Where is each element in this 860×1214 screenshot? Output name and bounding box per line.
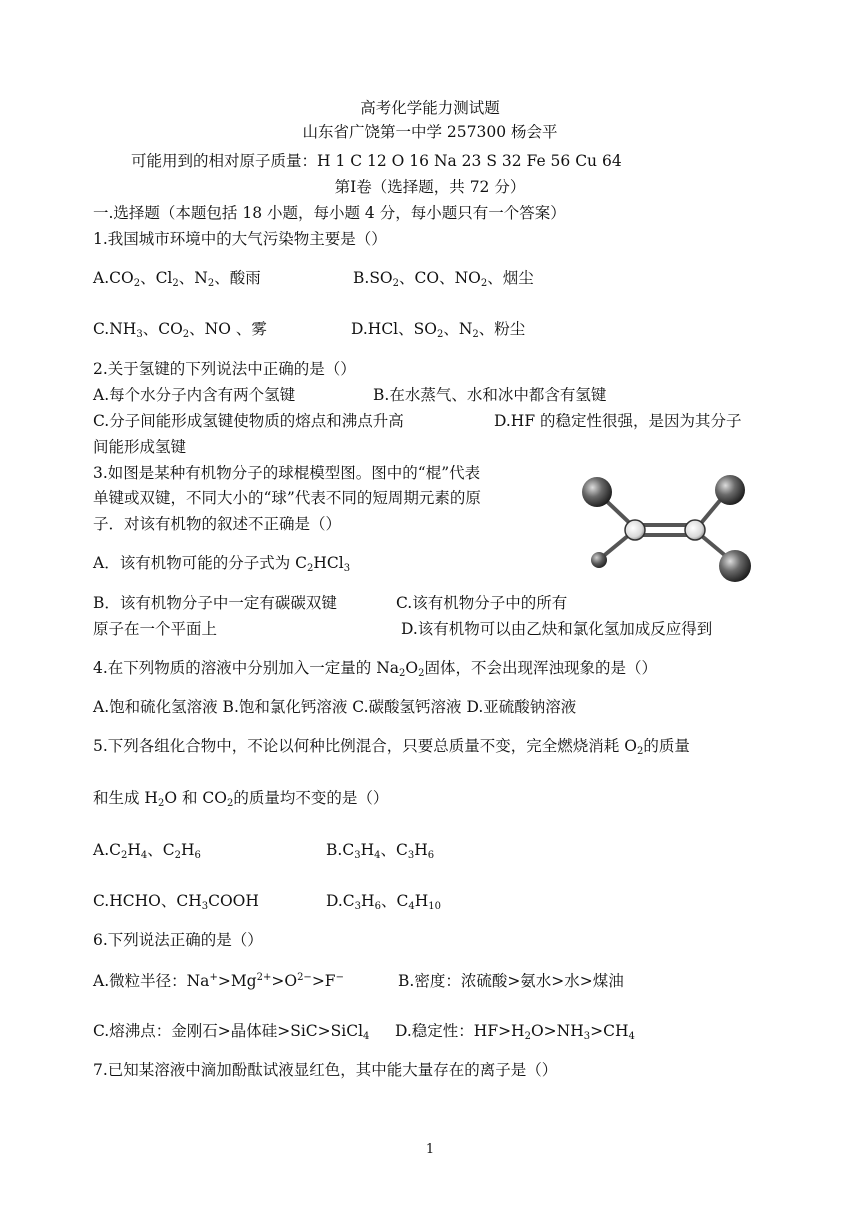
q6-stem: 6.下列说法正确的是（） [93,931,263,949]
q6-option-c: C.熔沸点：金刚石>晶体硅>SiC>SiCl$_4$ [93,1022,370,1042]
q5-option-c: C.HCHO、$CH_3COOH$ [93,892,259,912]
atom-large-top-left [582,477,612,507]
q5-option-a: $A.C_2H_4$、$C_2H_6$ [93,841,201,861]
page-number: 1 [425,1142,435,1157]
atom-large-top-right [715,475,745,505]
section-heading: 一.选择题（本题包括 18 小题，每小题 4 分，每小题只有一个答案） [93,204,566,222]
q3-option-a: A．该有机物可能的分子式为 $C_2HCl_3$ [93,554,351,574]
q3-option-d: D.该有机物可以由乙炔和氯化氢加成反应得到 [401,620,713,638]
q2-stem: 2.关于氢键的下列说法中正确的是（） [93,360,356,378]
q6-option-b: B.密度：浓硫酸>氨水>水>煤油 [398,972,624,990]
q3-option-c: C.该有机物分子中的所有 [396,594,568,612]
ball-and-stick-model-figure [575,470,775,590]
q7-stem: 7.已知某溶液中滴加酚酞试液显红色，其中能大量存在的离子是（） [93,1061,558,1079]
atom-large-bottom-right [719,550,751,582]
q6-option-a: A.微粒半径：$Na^+>Mg^{2+}>O^{2-}>F^-$ [93,972,344,990]
q4-stem: 4.在下列物质的溶液中分别加入一定量的 $Na_2O_2$固体，不会出现浑浊现象的是（） [93,659,658,679]
q3-option-c-cont: 原子在一个平面上 [93,620,218,638]
q5-stem-2: 和生成 $H_2O$ 和 $CO_2$的质量均不变的是（） [93,789,389,809]
q1-option-d: D.HCl、$SO_2$、$N_2$、粉尘 [351,320,526,340]
q5-stem-1: 5.下列各组化合物中，不论以何种比例混合，只要总质量不变，完全燃烧消耗 $O_2$的质量 [93,737,690,757]
q3-option-b: B．该有机物分子中一定有碳碳双键 [93,594,337,612]
q1-option-c: $C.NH_3$、$CO_2$、NO 、雾 [93,320,267,340]
q4-options: A.饱和硫化氢溶液 B.饱和氯化钙溶液 C.碳酸氢钙溶液 D.亚硫酸钠溶液 [93,698,577,716]
atom-carbon-left [625,520,645,540]
q2-option-c: C.分子间能形成氢键使物质的熔点和沸点升高 [93,412,404,430]
atomic-masses: 可能用到的相对原子质量：H 1 C 12 O 16 Na 23 S 32 Fe 56 Cu 64 [131,152,622,170]
volume-heading: 第Ⅰ卷（选择题，共 72 分） [334,178,526,196]
page-title: 高考化学能力测试题 [360,99,500,117]
q3-stem-2: 单键或双键，不同大小的“球”代表不同的短周期元素的原 [93,489,481,507]
q5-option-b: $B.C_3H_4$、$C_3H_6$ [326,841,435,861]
q5-option-d: $D.C_3H_6$、$C_4H_{10}$ [326,892,441,912]
atom-carbon-right [685,520,705,540]
q2-option-b: B.在水蒸气、水和冰中都含有氢键 [373,386,607,404]
q1-option-b: $B.SO_2$、CO、$NO_2$、烟尘 [353,269,534,289]
q2-option-d-cont: 间能形成氢键 [93,438,187,456]
q3-stem-1: 3.如图是某种有机物分子的球棍模型图。图中的“棍”代表 [93,464,481,482]
q1-option-a: $A.CO_2$、$Cl_2$、$N_2$、酸雨 [93,269,261,289]
bonds [599,492,733,562]
q2-option-a: A.每个水分子内含有两个氢键 [93,386,296,404]
atom-small-bottom-left [591,552,607,568]
q6-option-d: D.稳定性：$HF>H_2O>NH_3>CH_4$ [395,1022,635,1042]
q3-stem-3: 子．对该有机物的叙述不正确是（） [93,515,342,533]
author-line: 山东省广饶第一中学 257300 杨会平 [302,123,558,141]
q1-stem: 1.我国城市环境中的大气污染物主要是（） [93,230,387,248]
q2-option-d: D.HF 的稳定性很强，是因为其分子 [494,412,742,430]
